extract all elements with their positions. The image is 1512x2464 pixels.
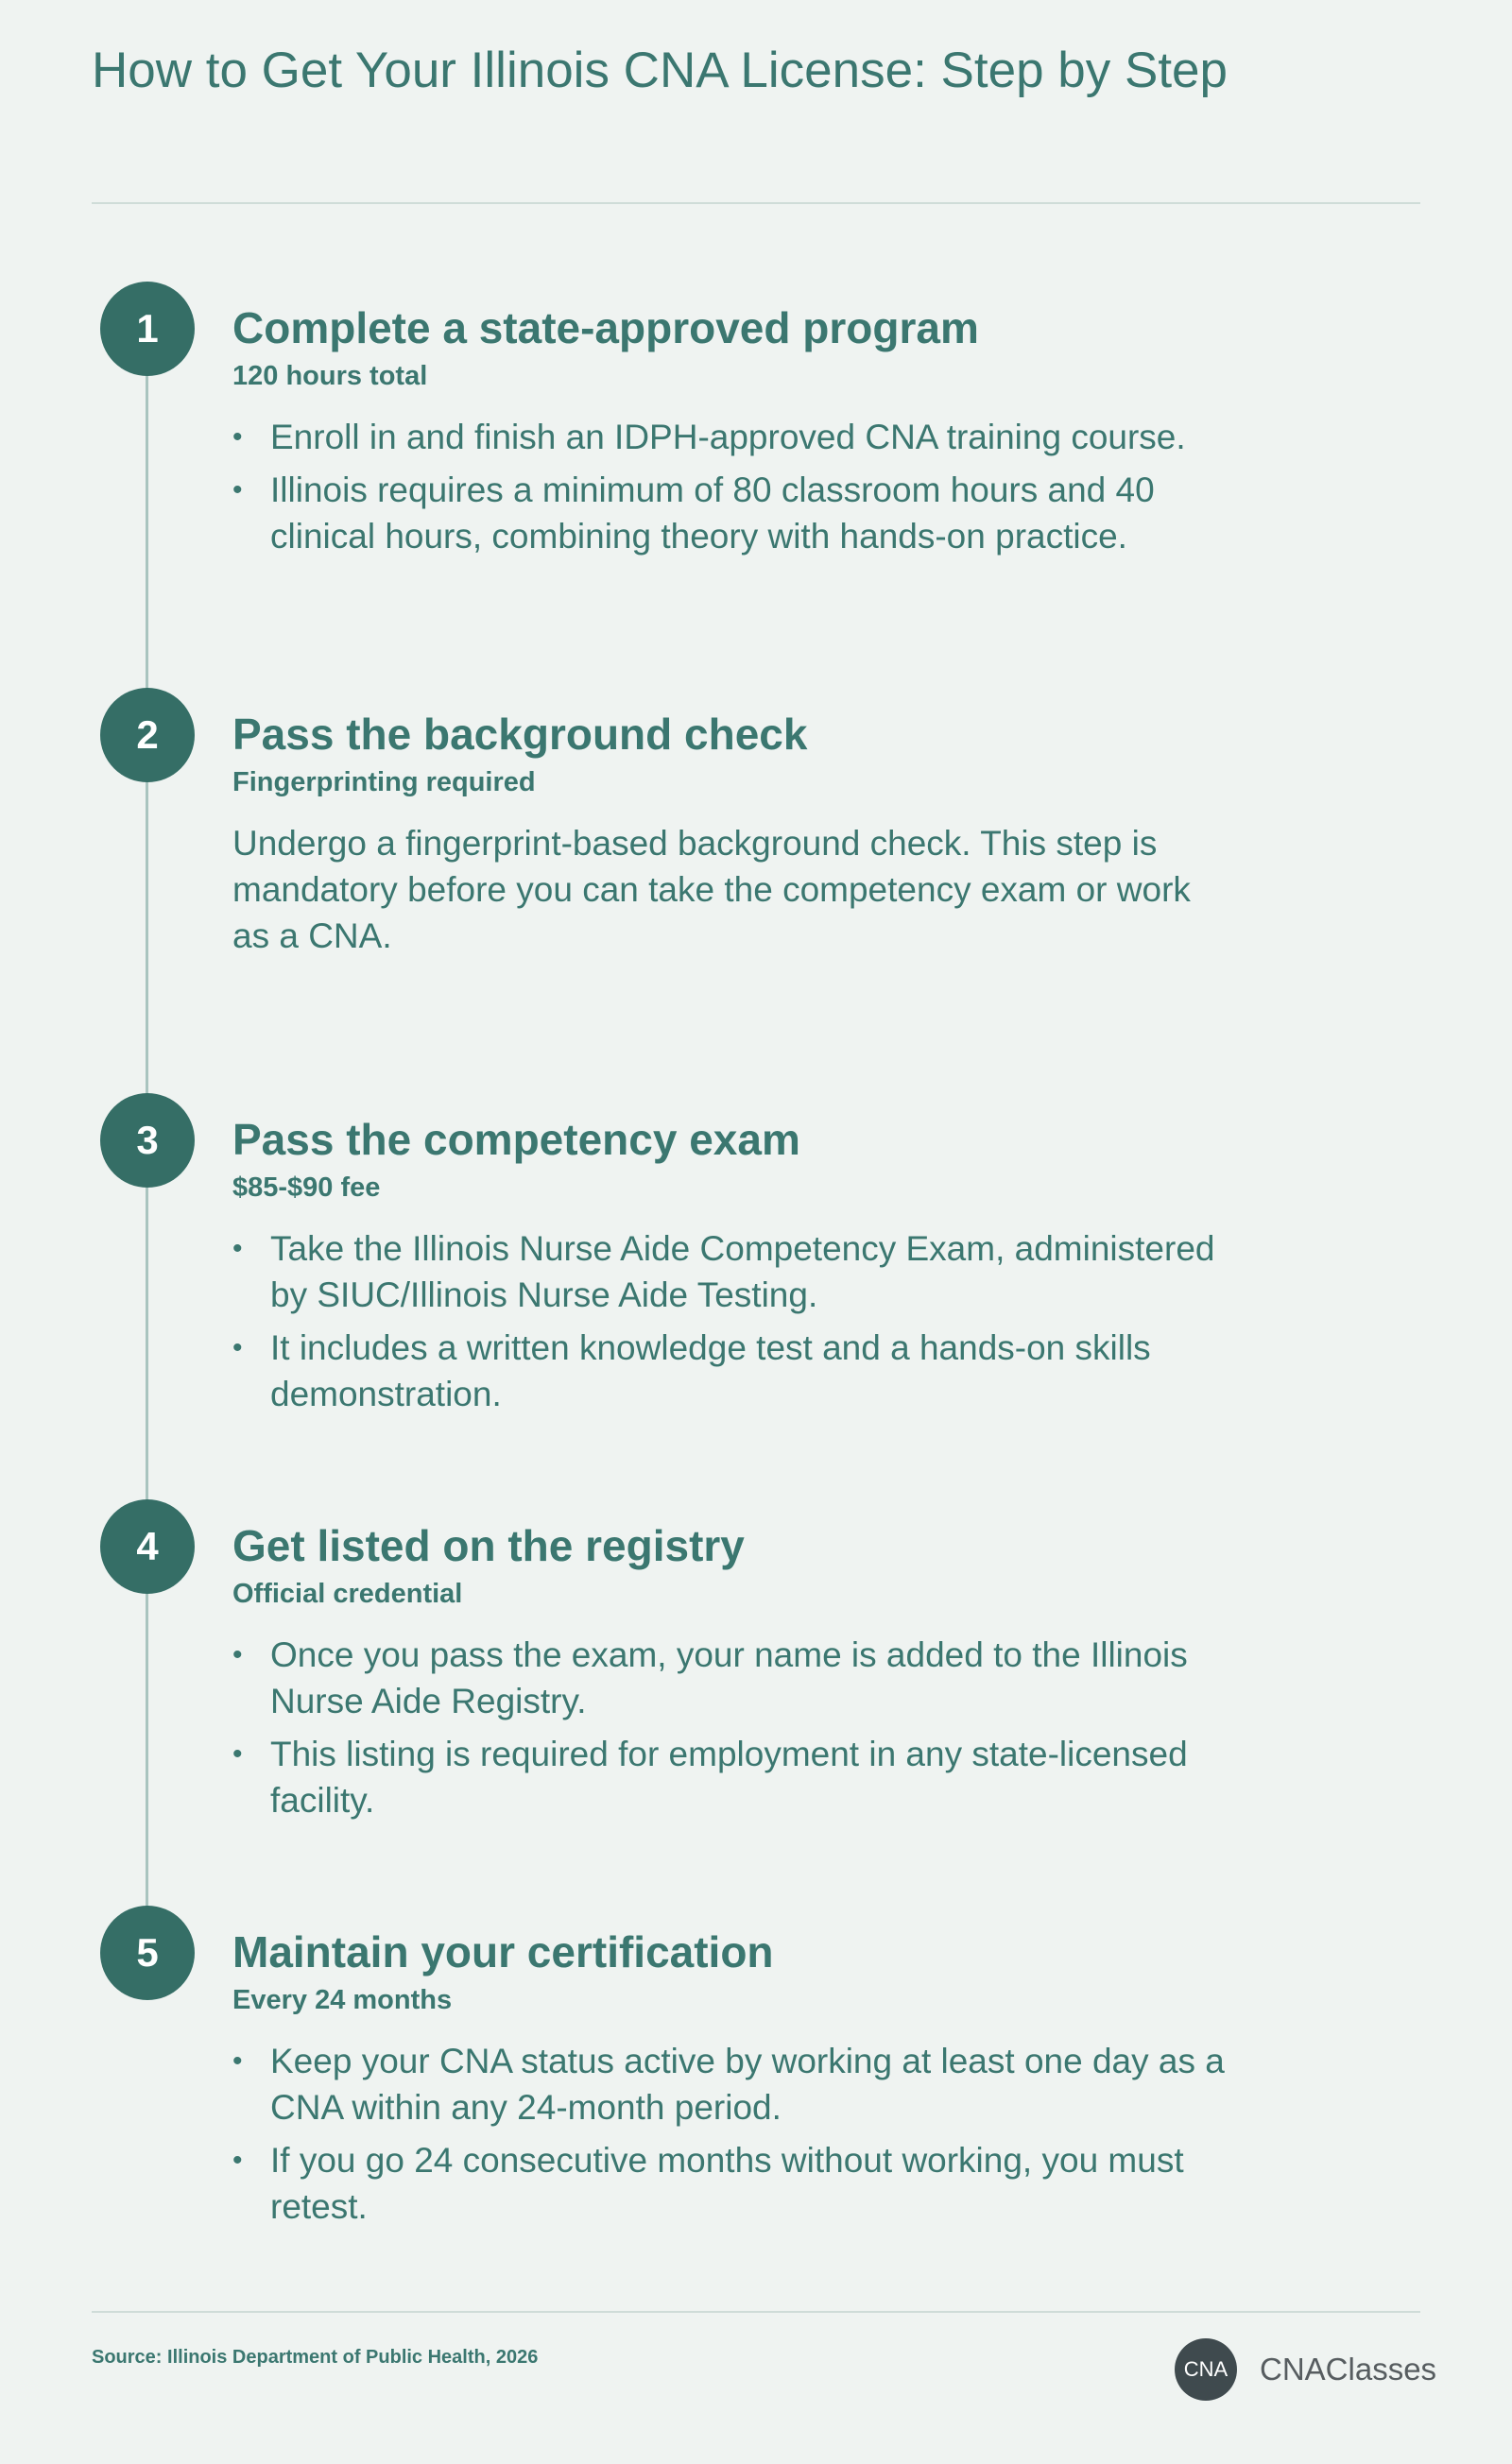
brand-name: CNAClasses [1260, 2352, 1437, 2387]
list-item [232, 467, 1234, 559]
list-item [232, 1632, 1234, 1724]
list-item-text: Enroll in and finish an IDPH-approved CNA training course. [270, 418, 1186, 456]
list-item [232, 414, 1234, 460]
bullet-icon: • [232, 1233, 243, 1264]
step-body [232, 820, 1234, 959]
bullet-icon: • [232, 2045, 243, 2077]
list-item-text: This listing is required for employment in any state-licensed facility. [270, 1735, 1188, 1820]
bullet-list [232, 1632, 1234, 1823]
step-subtitle: 120 hours total [232, 361, 428, 391]
list-item-text: Take the Illinois Nurse Aide Competency Exam, administered by SIUC/Illinois Nurse Aide Testing. [270, 1229, 1215, 1314]
step-number-badge: 3 [100, 1093, 195, 1188]
bullet-icon: • [232, 1738, 243, 1770]
step-title: Complete a state-approved program [232, 303, 979, 352]
step-title: Pass the background check [232, 710, 808, 759]
bullet-icon: • [232, 421, 243, 453]
list-item [232, 2137, 1234, 2230]
step-subtitle: Every 24 months [232, 1985, 453, 2015]
bullet-icon: • [232, 474, 243, 505]
bullet-list [232, 1225, 1234, 1417]
step-title: Pass the competency exam [232, 1115, 800, 1164]
step-body [232, 1632, 1234, 1830]
page-title: How to Get Your Illinois CNA License: Step by Step [92, 43, 1228, 98]
bullet-list [232, 414, 1234, 559]
bullet-list [232, 2038, 1234, 2230]
step-body [232, 414, 1234, 566]
logo-badge-icon: CNA [1175, 2338, 1237, 2401]
step-subtitle: Official credential [232, 1579, 463, 1609]
list-item-text: It includes a written knowledge test and a hands-on skills demonstration. [270, 1328, 1151, 1413]
step-body [232, 1225, 1234, 1424]
step-subtitle: $85-$90 fee [232, 1172, 381, 1203]
list-item [232, 1225, 1234, 1318]
bullet-icon: • [232, 2145, 243, 2176]
list-item-text: Illinois requires a minimum of 80 classroom hours and 40 clinical hours, combining theory with hands-on practice. [270, 471, 1155, 556]
step-title: Maintain your certification [232, 1927, 774, 1976]
brand-logo [1175, 2338, 1436, 2401]
list-item-text: If you go 24 consecutive months without working, you must retest. [270, 2141, 1184, 2226]
step-subtitle: Fingerprinting required [232, 767, 536, 797]
list-item-text: Keep your CNA status active by working at least one day as a CNA within any 24-month period. [270, 2042, 1225, 2127]
footer-divider [92, 2311, 1420, 2313]
list-item [232, 1731, 1234, 1823]
step-number-badge: 4 [100, 1499, 195, 1594]
list-item-text: Once you pass the exam, your name is added to the Illinois Nurse Aide Registry. [270, 1635, 1188, 1720]
bullet-icon: • [232, 1332, 243, 1363]
header-divider [92, 202, 1420, 204]
list-item [232, 1325, 1234, 1417]
step-paragraph: Undergo a fingerprint-based background check. This step is mandatory before you can take the competency exam or work as a CNA. [232, 824, 1191, 955]
bullet-icon: • [232, 1639, 243, 1670]
list-item [232, 2038, 1234, 2130]
source-note: Source: Illinois Department of Public Health, 2026 [92, 2347, 539, 2368]
step-body [232, 2038, 1234, 2236]
step-title: Get listed on the registry [232, 1521, 745, 1570]
step-number-badge: 1 [100, 282, 195, 376]
step-number-badge: 5 [100, 1906, 195, 2000]
step-number-badge: 2 [100, 688, 195, 782]
